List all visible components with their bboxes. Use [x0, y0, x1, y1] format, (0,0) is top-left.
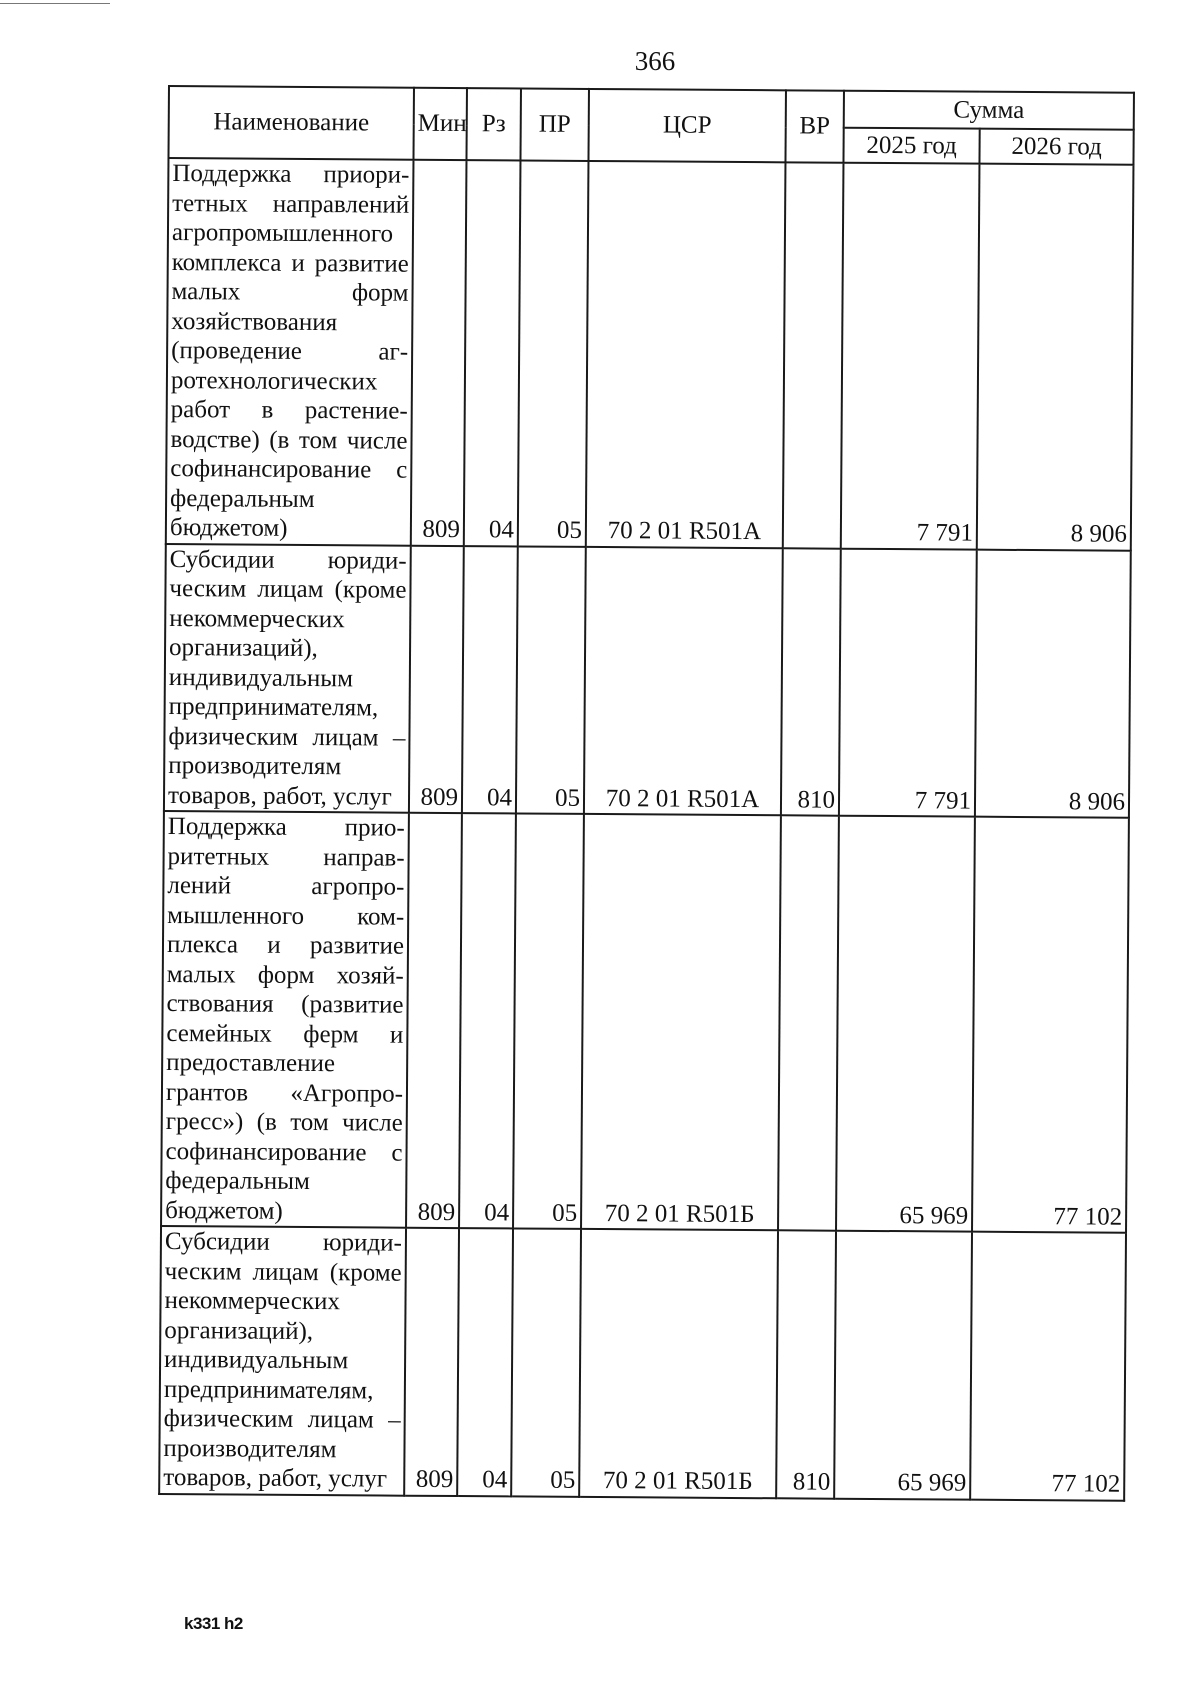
header-sum: Сумма — [844, 91, 1134, 130]
row-2025: 7 791 — [841, 163, 980, 549]
header-vr: ВР — [785, 90, 844, 162]
row-csr: 70 2 01 R501А — [584, 546, 783, 815]
header-2026: 2026 год — [979, 129, 1133, 165]
row-2026: 8 906 — [977, 164, 1134, 551]
row-name: Субсидии юридическим лицам (кроме некоммерческих организаций), индивидуальным предпринимателям, физическим лицам – производителям товаров, работ, услуг — [159, 1226, 406, 1495]
row-name: Поддержка приоритетных направлений агропромышленного комплекса и развитие малых форм хозяйствования (развитие семейных ферм и предоставление грантов «Агропрогресс») (в том числе софинансирование с федеральным бюджетом) — [161, 811, 409, 1228]
row-name: Поддержка приоритетных направлений агропромышленного комплекса и развитие малых форм хозяйствования (проведение агротехнологических работ в растениеводстве) (в том числе софинансирование с федеральным бюджетом) — [166, 158, 414, 545]
row-2025: 65 969 — [834, 1231, 972, 1499]
row-2026: 77 102 — [972, 817, 1129, 1233]
row-min: 809 — [404, 1228, 459, 1496]
header-pr: ПР — [520, 88, 589, 160]
header-row-top — [169, 86, 1134, 130]
row-vr: 810 — [781, 548, 841, 816]
table-row — [159, 1226, 1126, 1500]
table-row — [164, 543, 1131, 817]
row-pr: 05 — [511, 1228, 581, 1496]
header-rz: Рз — [466, 88, 521, 160]
header-2025: 2025 год — [843, 128, 979, 164]
row-rz: 04 — [462, 546, 518, 814]
row-rz: 04 — [464, 160, 521, 546]
row-csr: 70 2 01 R501Б — [579, 1229, 778, 1498]
budget-table — [158, 85, 1135, 1501]
row-2026: 77 102 — [970, 1232, 1126, 1501]
row-2025: 7 791 — [839, 548, 977, 816]
row-2026: 8 906 — [975, 549, 1131, 818]
row-vr — [783, 162, 844, 548]
header-csr: ЦСР — [588, 89, 785, 162]
row-min: 809 — [411, 160, 467, 546]
row-vr: 810 — [776, 1230, 836, 1498]
row-vr — [778, 815, 839, 1230]
header-name: Наименование — [168, 86, 413, 160]
row-rz: 04 — [459, 813, 516, 1228]
scan-edge-mark — [0, 0, 110, 4]
footer-code: k331 h2 — [184, 1614, 243, 1633]
row-2025: 65 969 — [836, 816, 975, 1232]
row-min: 809 — [406, 813, 462, 1228]
table-row — [166, 158, 1134, 550]
row-pr: 05 — [516, 546, 586, 814]
row-pr: 05 — [513, 813, 584, 1228]
row-name: Субсидии юридическим лицам (кроме некоммерческих организаций), индивидуальным предпринимателям, физическим лицам – производителям товаров, работ, услуг — [164, 543, 411, 812]
row-min: 809 — [409, 545, 464, 813]
page-number: 366 — [634, 46, 676, 76]
row-rz: 04 — [457, 1228, 513, 1496]
row-csr: 70 2 01 R501А — [586, 161, 786, 548]
row-csr: 70 2 01 R501Б — [581, 814, 781, 1230]
row-pr: 05 — [518, 160, 589, 546]
table-row — [161, 811, 1129, 1233]
header-min: Мин — [413, 88, 467, 160]
